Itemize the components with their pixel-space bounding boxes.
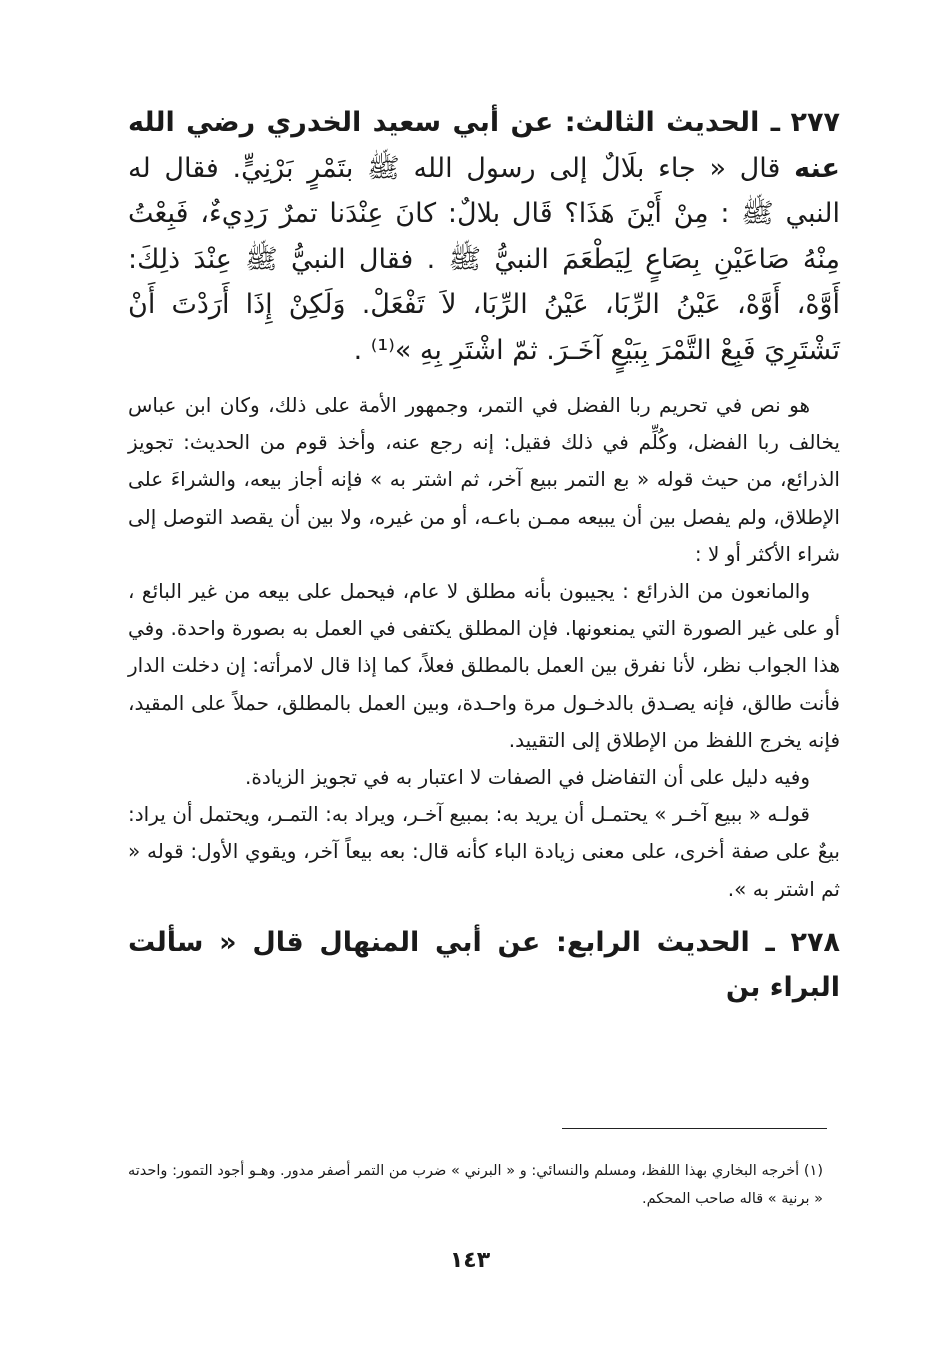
- page-body: [128, 100, 840, 1320]
- commentary-paragraph-2: والمانعون من الذرائع : يجيبون بأنه مطلق لا عام، فيحمل على بيعه من غير البائع ، أو على غير الصورة التي يمنعونها. فإن المطلق يكتفى في العمل به بصورة واحدة. وفي هذا الجواب نظر، لأنا نفرق بين العمل بالمطلق فعلاً، كما إذا قال لامرأته: إن دخلت الدار فأنت طالق، فإنه يصـدق بالدخـول مرة واحـدة، وبين العمل بالمطلق، حملاً على المقيد، فإنه يخرج اللفظ من الإطلاق إلى التقييد.: [128, 579, 840, 752]
- hadith-number: ٢٧٧: [790, 107, 840, 138]
- commentary: [128, 387, 840, 908]
- page-number: ١٤٣: [449, 1248, 491, 1273]
- hadith-number: ٢٧٨: [790, 926, 840, 958]
- hadith-heading: ـ الحديث الرابع: عن أبي المنهال قال « سألت البراء بن: [128, 926, 840, 1003]
- hadith-278: [128, 920, 840, 1010]
- hadith-text: قال « جاء بلَالٌ إلى رسول الله ﷺ بتَمْرٍ بَرْنِيٍّ. فقال له النبي ﷺ : مِنْ أَيْنَ هَذَا؟ قَال بلالٌ: كانَ عِنْدَنا تمرٌ رَدِيءٌ، فَبِعْتُ مِنْهُ صَاعَيْنِ بِصَاعٍ لِيَطْعَمَ النبيُّ ﷺ . فقال النبيُّ ﷺ عِنْدَ ذلِكَ: أَوَّهْ، أَوَّهْ، عَيْنُ الرِّبَا، عَيْنُ الرِّبَا، لاَ تَفْعَلْ. وَلَكِنْ إِذَا أَرَدْتَ أَنْ تَشْتَرِيَ فَبِعْ التَّمْرَ بِبَيْعٍ آخَـرَ. ثمّ اشْتَرِ بِهِ »⁽¹⁾ .: [128, 152, 840, 366]
- commentary-paragraph-4: قولـه « ببيع آخـر » يحتمـل أن يريد به: بمبيع آخـر، ويراد به: التمـر، ويحتمل أن يراد: بيعٌ على صفة أخرى، على معنى زيادة الباء كأنه قال: بعه بيعاً آخر، ويقوي الأول: قوله « ثم اشتر به ».: [128, 802, 840, 901]
- footnote-separator: [562, 1128, 827, 1129]
- commentary-paragraph-1: هو نص في تحريم ربا الفضل في التمر، وجمهور الأمة على ذلك، وكان ابن عباس يخالف ربا الفضل، وكُلِّم في ذلك فقيل: إنه رجع عنه، وأخذ قوم من الحديث: تجويز الذرائع، من حيث قوله « بع التمر ببيع آخر، ثم اشتر به » فإنه أجاز بيعه، والشراءَ على الإطلاق، ولم يفصل بين أن يبيعه ممـن باعـه، أو من غيره، ولا بين أن يقصد التوصل إلى شراء الأكثر أو لا :: [128, 393, 840, 566]
- footnote: [128, 1157, 823, 1213]
- hadith-heading: ـ الحديث الثالث: عن أبي سعيد الخدري رضي الله عنه: [128, 107, 840, 184]
- hadith-277: [128, 100, 840, 373]
- commentary-paragraph-3: وفيه دليل على أن التفاضل في الصفات لا اعتبار به في تجويز الزيادة.: [245, 765, 810, 790]
- footnote-text: (١) أخرجه البخاري بهذا اللفظ، ومسلم والنسائي: و « البرني » ضرب من التمر أصفر مدور. وهـو أجود التمور: واحدته « برنية » قاله صاحب المحكم.: [128, 1163, 823, 1207]
